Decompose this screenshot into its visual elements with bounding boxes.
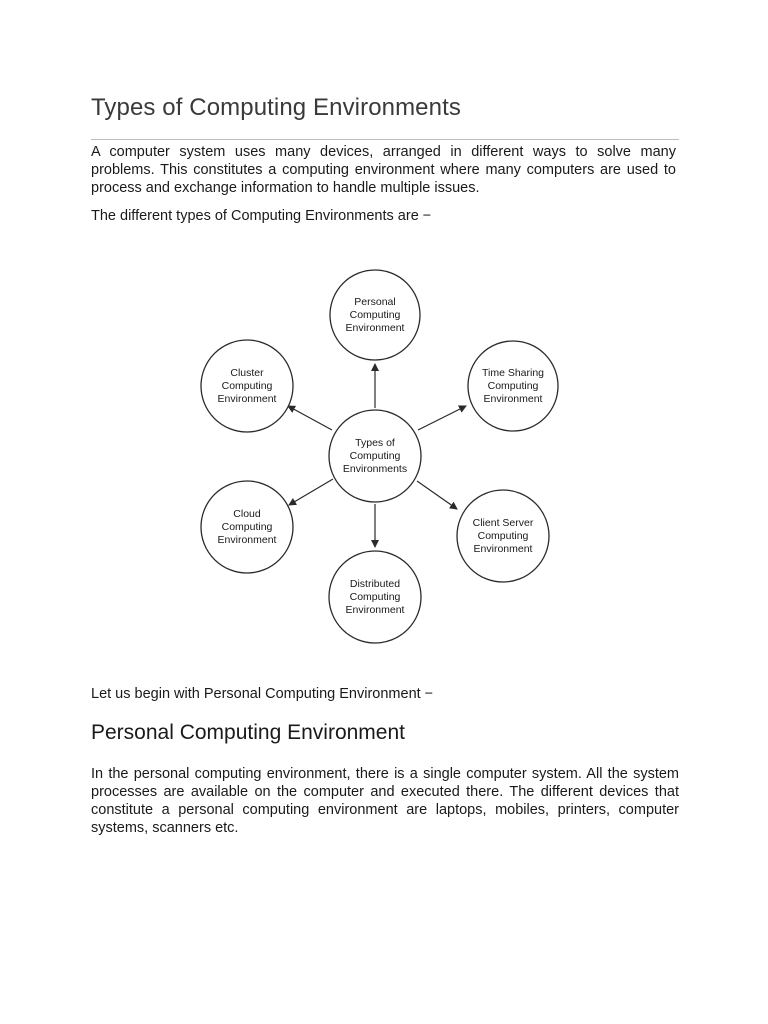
node-time-sharing-line-2: Computing (487, 380, 539, 392)
center-node (329, 410, 421, 502)
node-time-sharing (468, 341, 558, 431)
node-client-server (457, 490, 549, 582)
page-title: Types of Computing Environments (91, 94, 461, 121)
arrow-to-time-sharing (418, 406, 466, 430)
node-time-sharing-line-3: Environment (483, 393, 543, 405)
section-heading: Personal Computing Environment (91, 721, 405, 744)
begin-lead-text: Let us begin with Personal Computing Environment − (91, 686, 434, 702)
node-cloud-line-3: Environment (217, 534, 277, 546)
title-divider (91, 139, 679, 140)
node-distributed-line-1: Distributed (349, 578, 401, 590)
node-cluster-line-1: Cluster (230, 367, 264, 379)
node-personal-line-2: Computing (349, 309, 401, 321)
arrow-to-cloud (289, 479, 333, 505)
node-cloud (201, 481, 293, 573)
arrow-to-client-server (417, 481, 457, 509)
node-client-server-line-3: Environment (473, 543, 533, 555)
intro-paragraph: A computer system uses many devices, arranged in different ways to solve many problems. This constitutes a computing environment where many computers are used to process and exchange information to handle multiple issues. (91, 144, 676, 196)
node-distributed-line-2: Computing (349, 591, 401, 603)
center-node-line-3: Environments (342, 463, 408, 475)
node-distributed (329, 551, 421, 643)
node-personal-line-1: Personal (354, 296, 396, 308)
node-cloud-line-2: Computing (221, 521, 273, 533)
types-lead-text: The different types of Computing Environments are − (91, 208, 432, 224)
node-cluster-line-2: Computing (221, 380, 273, 392)
node-client-server-line-2: Computing (477, 530, 529, 542)
personal-paragraph: In the personal computing environment, there is a single computer system. All the system processes are available on the computer and executed there. The different devices that constitute a personal computing environment are laptops, mobiles, printers, computer systems, scanners etc. (91, 766, 679, 836)
node-cloud-line-1: Cloud (233, 508, 261, 520)
node-time-sharing-line-1: Time Sharing (481, 367, 545, 379)
node-cluster-line-3: Environment (217, 393, 277, 405)
node-personal (330, 270, 420, 360)
node-cluster (201, 340, 293, 432)
node-distributed-line-3: Environment (345, 604, 405, 616)
node-client-server-line-1: Client Server (472, 517, 534, 529)
center-node-line-1: Types of (355, 437, 395, 449)
arrow-to-cluster (288, 406, 332, 430)
node-personal-line-3: Environment (345, 322, 405, 334)
center-node-line-2: Computing (349, 450, 401, 462)
computing-environments-diagram (190, 258, 570, 654)
